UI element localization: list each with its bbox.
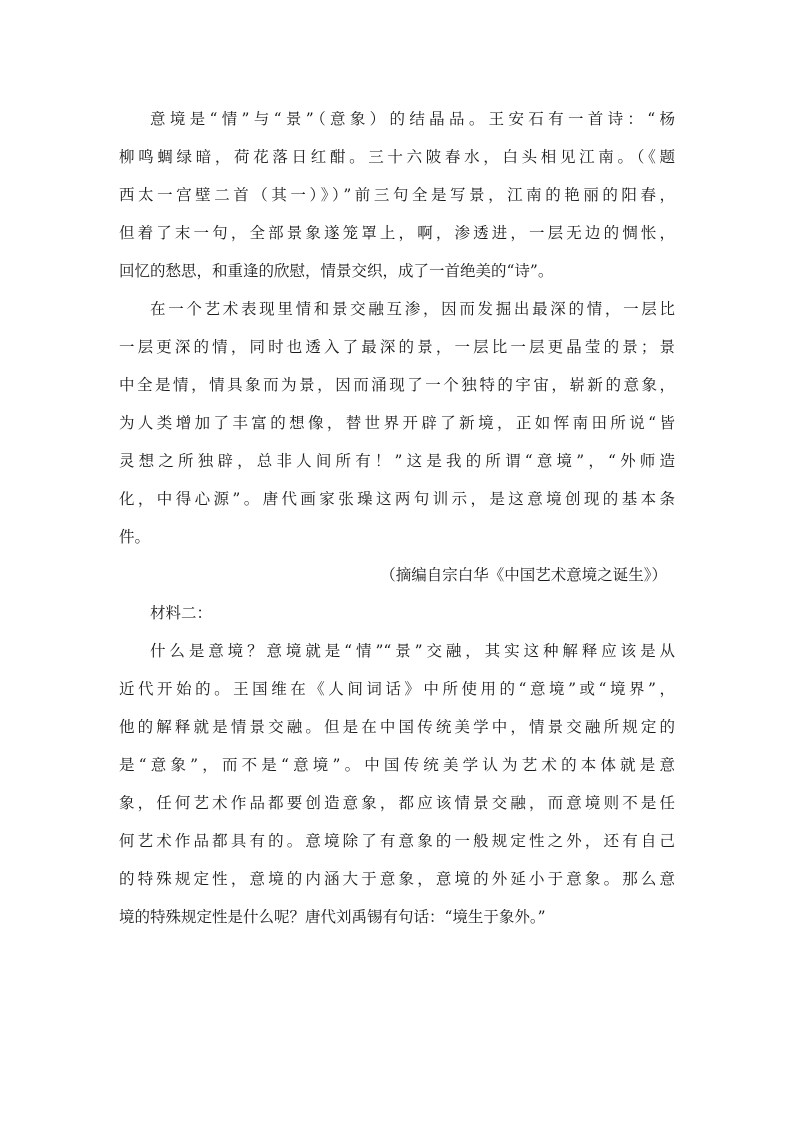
text-line: 柳鸣蜩绿暗，荷花落日红酣。三十六陂春水，白头相见江南。（《题 (119, 148, 675, 166)
text-line: 什么是意境？意境就是“情”“景”交融，其实这种解释应该是从 (150, 642, 675, 660)
text-line: 意境是“情”与“景”（意象）的结晶品。王安石有一首诗：“杨 (150, 110, 675, 128)
text-line: 境的特殊规定性是什么呢？唐代刘禹锡有句话：“境生于象外。” (119, 908, 546, 926)
paragraph-2 (119, 290, 675, 556)
text-line: 为人类增加了丰富的想像，替世界开辟了新境，正如恽南田所说“皆 (119, 414, 675, 432)
text-line: 在一个艺术表现里情和景交融互渗，因而发掘出最深的情，一层比 (150, 300, 675, 318)
document-page (119, 100, 675, 936)
text-line: 象，任何艺术作品都要创造意象，都应该情景交融，而意境则不是任 (119, 794, 675, 812)
text-line: 近代开始的。王国维在《人间词话》中所使用的“意境”或“境界”， (119, 680, 675, 698)
text-line: 件。 (119, 528, 151, 546)
text-line: 回忆的愁思，和重逢的欣慰，情景交织，成了一首绝美的“诗”。 (119, 262, 554, 280)
source-citation: （摘编自宗白华《中国艺术意境之诞生》） (380, 566, 667, 584)
text-line: 西太一宫壁二首（其一）》）”前三句全是写景，江南的艳丽的阳春， (119, 186, 675, 204)
text-line: 中全是情，情具象而为景，因而涌现了一个独特的宇宙，崭新的意象， (119, 376, 675, 394)
text-line: 但着了末一句，全部景象遂笼罩上，啊，渗透进，一层无边的惆怅， (119, 224, 675, 242)
paragraph-3 (119, 632, 675, 936)
text-line: 一层更深的情，同时也透入了最深的景，一层比一层更晶莹的景；景 (119, 338, 675, 356)
text-line: 化，中得心源”。唐代画家张璪这两句训示，是这意境创现的基本条 (119, 490, 675, 508)
text-line: 何艺术作品都具有的。意境除了有意象的一般规定性之外，还有自己 (119, 832, 675, 850)
text-line: 的特殊规定性，意境的内涵大于意象，意境的外延小于意象。那么意 (119, 870, 675, 888)
text-line: 灵想之所独辟，总非人间所有！”这是我的所谓“意境”，“外师造 (119, 452, 675, 470)
material-heading: 材料二： (150, 604, 213, 622)
paragraph-1 (119, 100, 675, 290)
text-line: 他的解释就是情景交融。但是在中国传统美学中，情景交融所规定的 (119, 718, 675, 736)
text-line: 是“意象”，而不是“意境”。中国传统美学认为艺术的本体就是意 (119, 756, 675, 774)
